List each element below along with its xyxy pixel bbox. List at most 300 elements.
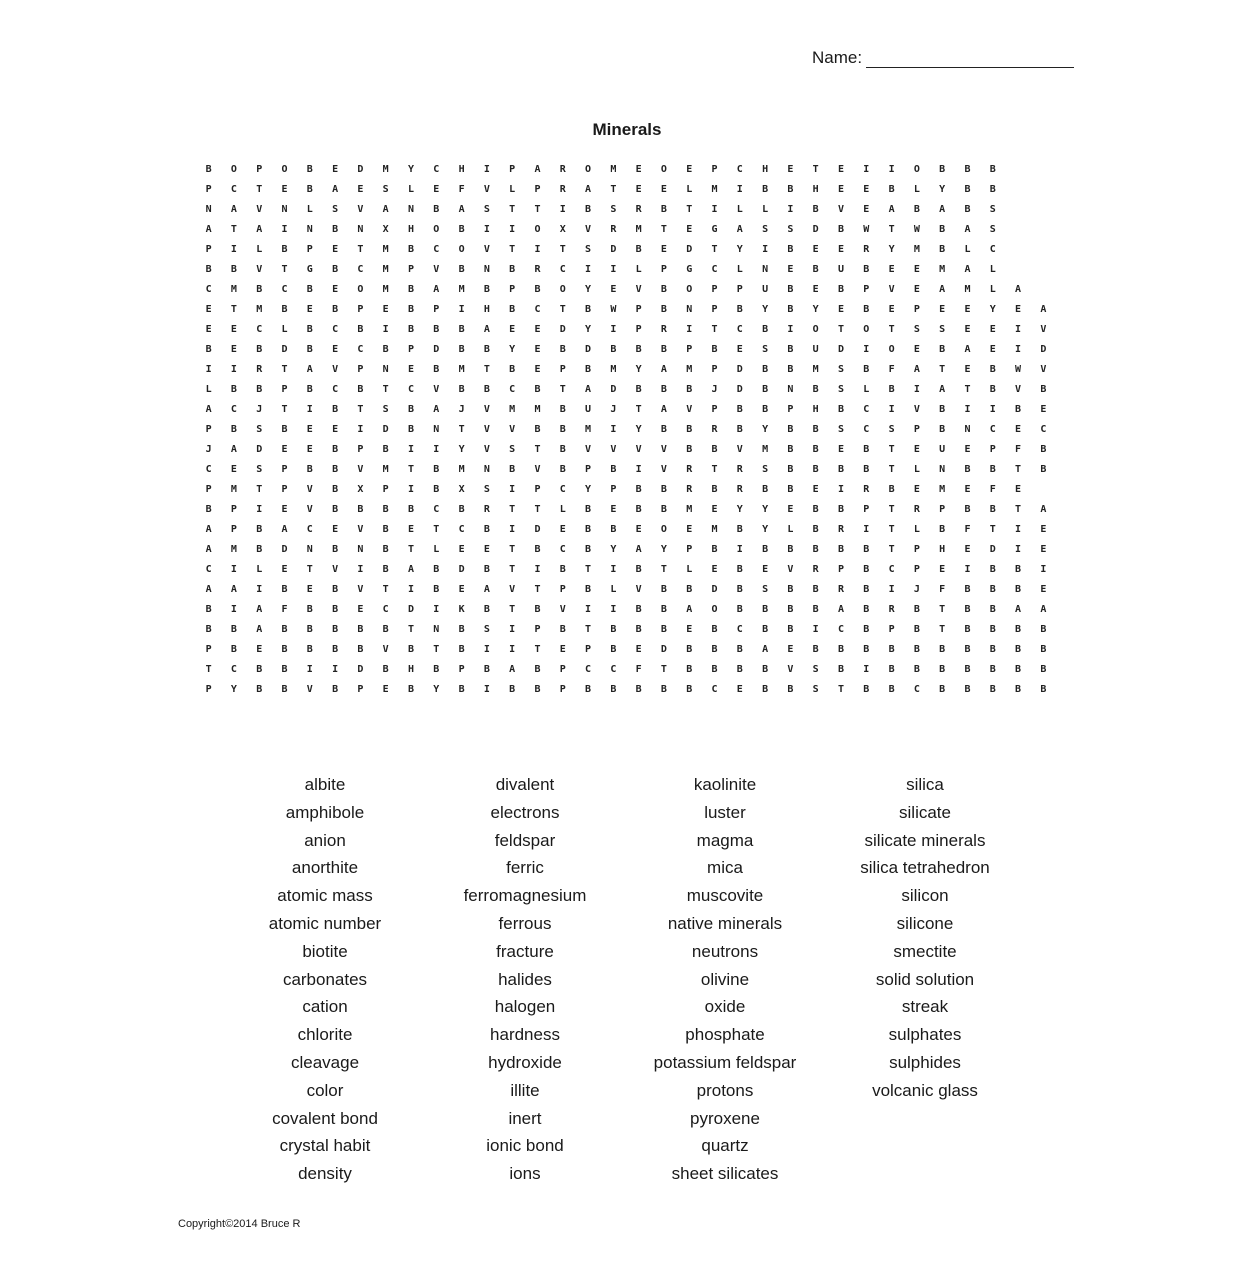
- grid-letter: B: [863, 583, 870, 595]
- grid-letter: B: [1040, 683, 1047, 695]
- grid-letter: A: [205, 403, 212, 415]
- grid-letter: A: [736, 223, 743, 235]
- grid-letter: C: [559, 263, 566, 275]
- grid-letter: I: [534, 243, 541, 255]
- grid-letter: S: [483, 483, 490, 495]
- grid-letter: E: [913, 443, 920, 455]
- grid-letter: T: [407, 623, 414, 635]
- grid-letter: E: [686, 223, 693, 235]
- grid-letter: V: [635, 283, 642, 295]
- grid-letter: A: [939, 203, 946, 215]
- grid-letter: H: [458, 163, 465, 175]
- grid-letter: V: [610, 443, 617, 455]
- grid-letter: B: [433, 583, 440, 595]
- word-list-item: hydroxide: [488, 1052, 562, 1072]
- grid-letter: O: [281, 163, 288, 175]
- grid-letter: B: [332, 263, 339, 275]
- grid-letter: V: [787, 663, 794, 675]
- grid-letter: L: [964, 243, 971, 255]
- grid-letter: R: [559, 183, 566, 195]
- grid-letter: D: [382, 423, 389, 435]
- grid-letter: L: [256, 243, 263, 255]
- grid-letter: C: [205, 463, 212, 475]
- grid-letter: B: [407, 403, 414, 415]
- grid-letter: B: [989, 383, 996, 395]
- grid-letter: A: [433, 283, 440, 295]
- grid-letter: E: [332, 343, 339, 355]
- grid-letter: M: [762, 443, 769, 455]
- grid-letter: V: [559, 603, 566, 615]
- grid-letter: E: [205, 323, 212, 335]
- grid-letter: I: [230, 563, 237, 575]
- grid-letter: T: [964, 383, 971, 395]
- page-title: Minerals: [592, 120, 662, 139]
- grid-letter: I: [888, 583, 895, 595]
- grid-letter: B: [610, 683, 617, 695]
- grid-letter: E: [332, 283, 339, 295]
- grid-letter: L: [989, 283, 996, 295]
- grid-letter: B: [407, 283, 414, 295]
- word-list-item: biotite: [302, 941, 348, 961]
- grid-letter: [1031, 179, 1056, 199]
- grid-letter: F: [1015, 443, 1022, 455]
- grid-letter: [1031, 259, 1056, 279]
- grid-letter: D: [407, 603, 414, 615]
- word-list-item: electrons: [490, 802, 560, 822]
- grid-letter: A: [205, 543, 212, 555]
- grid-letter: F: [939, 583, 946, 595]
- grid-letter: B: [736, 663, 743, 675]
- grid-letter: B: [610, 643, 617, 655]
- grid-letter: I: [610, 563, 617, 575]
- grid-letter: N: [382, 363, 389, 375]
- word-list-item: anorthite: [291, 858, 359, 878]
- grid-letter: B: [787, 343, 794, 355]
- grid-letter: V: [509, 583, 516, 595]
- grid-letter: E: [837, 163, 844, 175]
- grid-letter: B: [939, 343, 946, 355]
- grid-letter: I: [863, 163, 870, 175]
- grid-letter: C: [357, 263, 364, 275]
- grid-letter: V: [635, 443, 642, 455]
- grid-letter: M: [939, 483, 946, 495]
- grid-letter: B: [483, 383, 490, 395]
- grid-letter: S: [483, 623, 490, 635]
- grid-letter: S: [382, 403, 389, 415]
- grid-letter: T: [939, 603, 946, 615]
- grid-letter: P: [357, 303, 364, 315]
- grid-letter: I: [382, 323, 389, 335]
- grid-letter: B: [837, 283, 844, 295]
- grid-letter: C: [433, 163, 440, 175]
- grid-letter: I: [585, 603, 592, 615]
- grid-letter: I: [964, 403, 971, 415]
- grid-letter: B: [939, 683, 946, 695]
- word-list-item: sheet silicates: [671, 1164, 779, 1184]
- grid-letter: S: [939, 323, 946, 335]
- grid-letter: B: [281, 583, 288, 595]
- grid-letter: M: [382, 463, 389, 475]
- grid-letter: T: [837, 683, 844, 695]
- grid-letter: A: [837, 603, 844, 615]
- grid-letter: B: [382, 523, 389, 535]
- grid-letter: B: [306, 643, 313, 655]
- grid-letter: B: [812, 423, 819, 435]
- grid-letter: T: [686, 203, 693, 215]
- grid-letter: B: [332, 303, 339, 315]
- grid-letter: B: [989, 163, 996, 175]
- grid-letter: C: [357, 343, 364, 355]
- grid-letter: B: [787, 363, 794, 375]
- grid-letter: I: [483, 163, 490, 175]
- grid-letter: C: [863, 403, 870, 415]
- grid-letter: B: [382, 543, 389, 555]
- grid-letter: E: [939, 563, 946, 575]
- grid-letter: B: [736, 423, 743, 435]
- grid-letter: P: [509, 163, 516, 175]
- grid-letter: I: [787, 203, 794, 215]
- grid-letter: I: [256, 503, 263, 515]
- grid-letter: B: [989, 643, 996, 655]
- grid-letter: O: [686, 283, 693, 295]
- grid-letter: J: [458, 403, 465, 415]
- grid-letter: B: [205, 603, 212, 615]
- grid-letter: B: [736, 523, 743, 535]
- grid-letter: V: [686, 403, 693, 415]
- grid-letter: E: [913, 343, 920, 355]
- grid-letter: I: [1040, 563, 1047, 575]
- grid-letter: I: [534, 563, 541, 575]
- grid-letter: L: [281, 323, 288, 335]
- grid-letter: M: [230, 283, 237, 295]
- grid-letter: T: [534, 443, 541, 455]
- grid-letter: T: [635, 403, 642, 415]
- grid-letter: B: [939, 523, 946, 535]
- grid-letter: T: [888, 223, 895, 235]
- grid-letter: C: [837, 623, 844, 635]
- grid-letter: B: [610, 523, 617, 535]
- grid-letter: T: [585, 563, 592, 575]
- grid-letter: E: [256, 643, 263, 655]
- grid-letter: P: [559, 583, 566, 595]
- grid-letter: P: [407, 343, 414, 355]
- grid-letter: O: [812, 323, 819, 335]
- grid-letter: B: [837, 643, 844, 655]
- grid-letter: T: [509, 203, 516, 215]
- grid-letter: O: [660, 163, 667, 175]
- grid-letter: L: [610, 583, 617, 595]
- grid-letter: P: [559, 363, 566, 375]
- word-list-item: luster: [704, 802, 746, 822]
- word-list-item: fracture: [496, 941, 554, 961]
- grid-letter: B: [509, 683, 516, 695]
- grid-letter: I: [1015, 343, 1022, 355]
- grid-letter: R: [736, 483, 743, 495]
- grid-letter: U: [837, 263, 844, 275]
- grid-letter: B: [205, 343, 212, 355]
- grid-letter: E: [357, 183, 364, 195]
- word-column: [615, 771, 835, 1188]
- grid-letter: V: [635, 583, 642, 595]
- grid-letter: T: [509, 543, 516, 555]
- grid-letter: X: [458, 483, 465, 495]
- grid-letter: E: [306, 303, 313, 315]
- grid-letter: B: [433, 203, 440, 215]
- word-list-item: albite: [304, 775, 346, 794]
- grid-letter: C: [230, 403, 237, 415]
- grid-letter: B: [888, 663, 895, 675]
- grid-letter: B: [534, 603, 541, 615]
- word-list-item: olivine: [700, 969, 750, 989]
- grid-letter: I: [812, 623, 819, 635]
- grid-letter: E: [281, 183, 288, 195]
- word-list-item: sulphates: [888, 1025, 962, 1045]
- grid-letter: D: [736, 383, 743, 395]
- word-list-item: quartz: [701, 1136, 749, 1156]
- grid-letter: B: [837, 503, 844, 515]
- grid-letter: I: [407, 443, 414, 455]
- grid-letter: L: [205, 383, 212, 395]
- grid-letter: B: [989, 183, 996, 195]
- grid-letter: B: [787, 483, 794, 495]
- word-list-item: amphibole: [285, 802, 365, 822]
- word-list-item: mica: [707, 858, 743, 878]
- grid-letter: E: [205, 303, 212, 315]
- grid-letter: B: [1040, 623, 1047, 635]
- grid-letter: Y: [585, 283, 592, 295]
- grid-letter: B: [534, 663, 541, 675]
- grid-letter: B: [433, 663, 440, 675]
- grid-letter: T: [382, 583, 389, 595]
- grid-letter: O: [863, 323, 870, 335]
- grid-letter: I: [256, 583, 263, 595]
- grid-letter: E: [382, 683, 389, 695]
- grid-letter: P: [205, 423, 212, 435]
- grid-letter: D: [1040, 343, 1047, 355]
- grid-letter: H: [407, 663, 414, 675]
- grid-letter: B: [306, 283, 313, 295]
- grid-letter: T: [534, 203, 541, 215]
- grid-letter: I: [711, 203, 718, 215]
- grid-letter: S: [989, 203, 996, 215]
- grid-letter: L: [256, 563, 263, 575]
- grid-letter: A: [332, 183, 339, 195]
- grid-letter: Y: [736, 503, 743, 515]
- grid-letter: M: [382, 243, 389, 255]
- grid-letter: V: [483, 183, 490, 195]
- grid-letter: P: [610, 483, 617, 495]
- grid-letter: B: [585, 503, 592, 515]
- grid-letter: I: [509, 223, 516, 235]
- grid-letter: T: [483, 363, 490, 375]
- grid-letter: A: [458, 203, 465, 215]
- grid-letter: T: [357, 403, 364, 415]
- grid-letter: B: [939, 163, 946, 175]
- grid-letter: V: [483, 423, 490, 435]
- grid-letter: B: [559, 463, 566, 475]
- grid-letter: O: [534, 223, 541, 235]
- grid-letter: B: [711, 663, 718, 675]
- grid-letter: B: [989, 623, 996, 635]
- grid-letter: B: [939, 243, 946, 255]
- grid-letter: B: [863, 543, 870, 555]
- grid-letter: B: [863, 623, 870, 635]
- name-blank-line: [866, 49, 1074, 68]
- grid-letter: B: [913, 623, 920, 635]
- grid-letter: A: [964, 343, 971, 355]
- grid-letter: E: [1040, 523, 1047, 535]
- grid-letter: T: [256, 483, 263, 495]
- grid-letter: E: [559, 643, 566, 655]
- grid-letter: E: [964, 543, 971, 555]
- grid-letter: I: [205, 363, 212, 375]
- grid-letter: [1031, 239, 1056, 259]
- grid-letter: J: [205, 443, 212, 455]
- grid-letter: B: [635, 603, 642, 615]
- grid-letter: B: [382, 563, 389, 575]
- grid-letter: T: [509, 243, 516, 255]
- grid-letter: B: [837, 403, 844, 415]
- grid-letter: B: [332, 543, 339, 555]
- grid-letter: P: [711, 363, 718, 375]
- grid-letter: E: [837, 243, 844, 255]
- word-list-item: streak: [901, 997, 949, 1017]
- grid-letter: B: [635, 623, 642, 635]
- grid-letter: B: [306, 343, 313, 355]
- grid-letter: A: [585, 383, 592, 395]
- grid-letter: I: [610, 263, 617, 275]
- grid-letter: N: [205, 203, 212, 215]
- grid-letter: B: [610, 463, 617, 475]
- grid-letter: A: [433, 403, 440, 415]
- grid-letter: B: [964, 183, 971, 195]
- grid-letter: E: [281, 503, 288, 515]
- grid-letter: W: [1015, 363, 1022, 375]
- grid-letter: I: [357, 563, 364, 575]
- grid-letter: E: [509, 323, 516, 335]
- grid-letter: B: [306, 163, 313, 175]
- grid-letter: E: [762, 563, 769, 575]
- grid-letter: B: [483, 523, 490, 535]
- grid-letter: R: [711, 423, 718, 435]
- word-list-item: neutrons: [691, 941, 759, 961]
- grid-letter: S: [332, 203, 339, 215]
- grid-letter: I: [736, 543, 743, 555]
- grid-letter: E: [1015, 303, 1022, 315]
- grid-letter: V: [837, 203, 844, 215]
- grid-letter: A: [509, 663, 516, 675]
- grid-letter: B: [888, 683, 895, 695]
- grid-letter: B: [812, 643, 819, 655]
- grid-letter: V: [1015, 383, 1022, 395]
- grid-letter: I: [964, 563, 971, 575]
- grid-letter: H: [812, 183, 819, 195]
- grid-letter: [1005, 159, 1030, 179]
- grid-letter: B: [357, 623, 364, 635]
- grid-letter: C: [736, 163, 743, 175]
- grid-letter: V: [382, 643, 389, 655]
- grid-letter: B: [660, 683, 667, 695]
- grid-letter: D: [610, 243, 617, 255]
- grid-letter: R: [837, 523, 844, 535]
- grid-letter: A: [256, 623, 263, 635]
- grid-letter: B: [230, 263, 237, 275]
- grid-letter: T: [281, 363, 288, 375]
- grid-letter: E: [787, 643, 794, 655]
- grid-letter: T: [382, 383, 389, 395]
- grid-letter: C: [509, 383, 516, 395]
- grid-letter: B: [256, 283, 263, 295]
- grid-letter: B: [458, 683, 465, 695]
- grid-letter: L: [787, 523, 794, 535]
- grid-letter: B: [585, 303, 592, 315]
- grid-letter: I: [1015, 523, 1022, 535]
- grid-letter: B: [230, 623, 237, 635]
- grid-letter: Y: [762, 503, 769, 515]
- word-list-item: halides: [498, 969, 552, 989]
- grid-letter: B: [559, 343, 566, 355]
- grid-letter: E: [863, 203, 870, 215]
- grid-letter: W: [863, 223, 870, 235]
- grid-letter: D: [534, 523, 541, 535]
- grid-letter: B: [863, 603, 870, 615]
- word-list-item: smectite: [893, 941, 957, 961]
- grid-letter: B: [787, 603, 794, 615]
- grid-letter: L: [686, 183, 693, 195]
- word-list-item: pyroxene: [690, 1108, 760, 1128]
- grid-letter: F: [964, 523, 971, 535]
- grid-letter: B: [964, 643, 971, 655]
- grid-letter: P: [230, 503, 237, 515]
- grid-letter: B: [1015, 583, 1022, 595]
- grid-letter: B: [964, 203, 971, 215]
- grid-letter: T: [433, 643, 440, 655]
- grid-letter: E: [306, 583, 313, 595]
- grid-letter: E: [939, 303, 946, 315]
- grid-letter: B: [559, 443, 566, 455]
- grid-letter: B: [837, 223, 844, 235]
- grid-letter: P: [711, 163, 718, 175]
- grid-letter: B: [660, 583, 667, 595]
- grid-letter: A: [939, 283, 946, 295]
- grid-letter: P: [863, 503, 870, 515]
- grid-letter: I: [888, 403, 895, 415]
- grid-letter: P: [913, 303, 920, 315]
- grid-letter: I: [610, 323, 617, 335]
- grid-letter: B: [407, 643, 414, 655]
- grid-letter: B: [964, 683, 971, 695]
- grid-letter: B: [762, 403, 769, 415]
- grid-letter: B: [989, 503, 996, 515]
- word-column: [415, 771, 635, 1188]
- grid-letter: S: [812, 663, 819, 675]
- grid-letter: T: [281, 263, 288, 275]
- grid-letter: V: [306, 503, 313, 515]
- grid-letter: B: [736, 403, 743, 415]
- grid-letter: O: [230, 163, 237, 175]
- grid-letter: O: [433, 223, 440, 235]
- grid-letter: P: [281, 383, 288, 395]
- grid-letter: B: [787, 303, 794, 315]
- grid-letter: N: [964, 423, 971, 435]
- grid-letter: I: [913, 383, 920, 395]
- grid-letter: J: [913, 583, 920, 595]
- grid-letter: S: [382, 183, 389, 195]
- grid-letter: X: [382, 223, 389, 235]
- grid-letter: C: [989, 423, 996, 435]
- grid-letter: B: [483, 283, 490, 295]
- grid-letter: P: [205, 483, 212, 495]
